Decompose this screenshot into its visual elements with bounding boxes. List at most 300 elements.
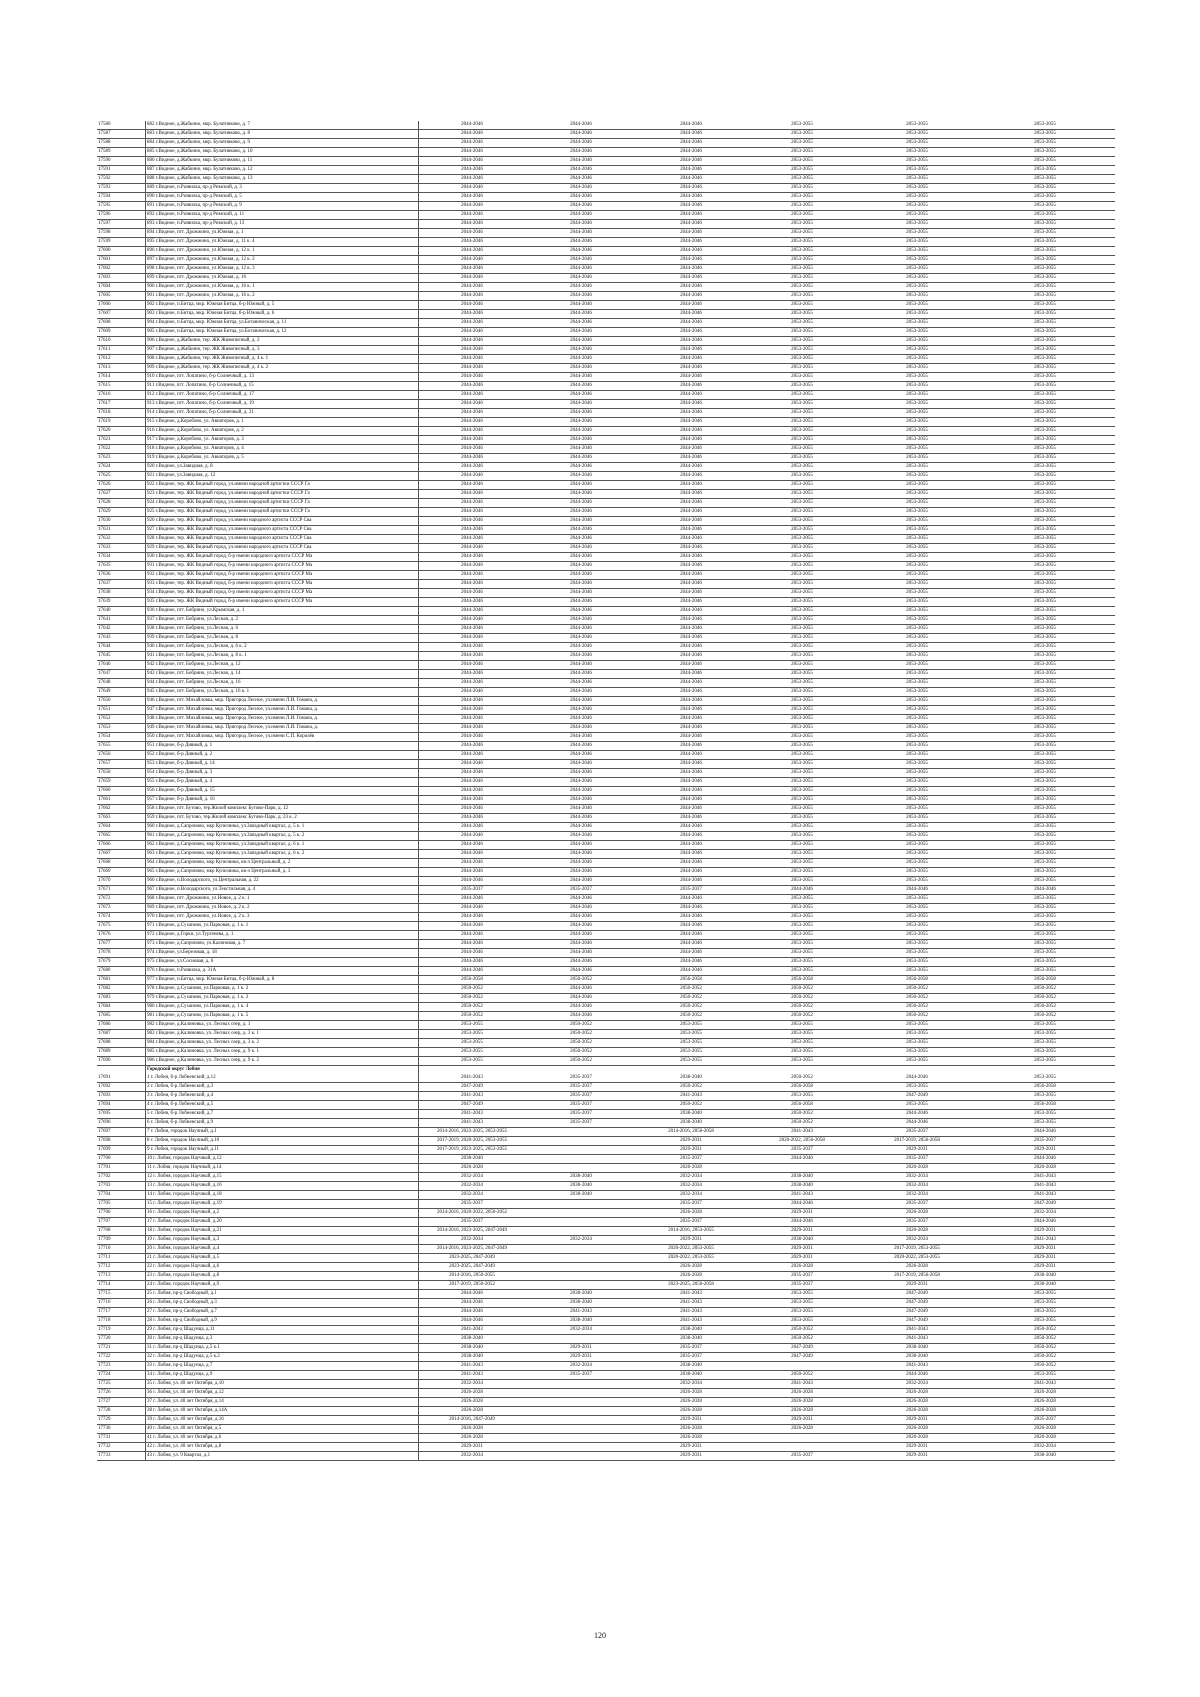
- period-cell-6: 2053-2055: [975, 265, 1115, 274]
- period-cell-3: 2026-2028: [637, 1272, 745, 1281]
- period-cell-2: 2038-2040: [525, 1182, 637, 1191]
- period-cell-5: 2053-2055: [859, 220, 975, 229]
- address-cell: 914 г.Видное, пгт. Лопатино, б-р Солнечный, д. 21: [146, 409, 419, 418]
- period-cell-4: 2053-2055: [745, 1039, 859, 1048]
- period-cell-6: 2026-2028: [975, 1407, 1115, 1416]
- period-cell-5: 2053-2055: [859, 652, 975, 661]
- period-cell-3: 2044-2046: [637, 265, 745, 274]
- row-id-cell: 17615: [97, 382, 146, 391]
- table-row: [97, 1254, 1115, 1263]
- period-cell-4: 2053-2055: [745, 490, 859, 499]
- period-cell-3: 2035-2037: [637, 1155, 745, 1164]
- period-cell-1: 2044-2046: [419, 733, 526, 742]
- row-id-cell: 17697: [97, 1128, 146, 1137]
- period-cell-6: 2050-2052: [975, 1012, 1115, 1021]
- address-cell: 945 г.Видное, пгт. Бобрино, ул.Лесная, д. 16 к. 1: [146, 688, 419, 697]
- table-row: [97, 697, 1115, 706]
- period-cell-1: 2044-2046: [419, 913, 526, 922]
- period-cell-2: 2050-2052: [525, 1057, 637, 1066]
- table-row: [97, 580, 1115, 589]
- address-cell: 918 г.Видное, д.Коробово, ул. Авиаторов, д. 4: [146, 445, 419, 454]
- period-cell-4: 2053-2055: [745, 301, 859, 310]
- period-cell-6: 2053-2055: [975, 1074, 1115, 1083]
- period-cell-3: 2029-2031: [637, 1236, 745, 1245]
- period-cell-4: 2053-2055: [745, 652, 859, 661]
- period-cell-6: 2053-2055: [975, 760, 1115, 769]
- period-cell-1: [419, 1066, 526, 1075]
- period-cell-3: 2044-2046: [637, 895, 745, 904]
- table-row: [97, 895, 1115, 904]
- period-cell-5: 2053-2055: [859, 301, 975, 310]
- table-row: [97, 967, 1115, 976]
- period-cell-4: 2053-2055: [745, 526, 859, 535]
- table-row: [97, 886, 1115, 895]
- period-cell-4: 2041-2043: [745, 1380, 859, 1389]
- row-id-cell: 17703: [97, 1182, 146, 1191]
- address-cell: 21 г. Лобня, городок Научный, д.5: [146, 1254, 419, 1263]
- address-cell: 882 г.Видное, д.Жабкино, мкр. Булатниково, д. 7: [146, 121, 419, 130]
- address-cell: 28 г. Лобня, пр-д Свободный, д.9: [146, 1317, 419, 1326]
- period-cell-4: 2053-2055: [745, 1057, 859, 1066]
- period-cell-5: 2053-2055: [859, 814, 975, 823]
- period-cell-4: 2053-2055: [745, 355, 859, 364]
- period-cell-6: 2053-2055: [975, 193, 1115, 202]
- period-cell-1: 2044-2046: [419, 823, 526, 832]
- period-cell-3: 2044-2046: [637, 139, 745, 148]
- period-cell-2: 2044-2046: [525, 823, 637, 832]
- period-cell-1: 2023-2025, 2047-2049: [419, 1254, 526, 1263]
- period-cell-1: 2053-2055: [419, 1057, 526, 1066]
- period-cell-3: 2044-2046: [637, 787, 745, 796]
- row-id-cell: 17668: [97, 859, 146, 868]
- period-cell-2: 2032-2034: [525, 1362, 637, 1371]
- period-cell-4: 2050-2052: [745, 1003, 859, 1012]
- period-cell-1: 2044-2046: [419, 418, 526, 427]
- period-cell-2: 2044-2046: [525, 517, 637, 526]
- period-cell-2: 2038-2040: [525, 1317, 637, 1326]
- period-cell-4: 2041-2043: [745, 1128, 859, 1137]
- period-cell-4: 2053-2055: [745, 499, 859, 508]
- period-cell-3: 2053-2055: [637, 1030, 745, 1039]
- period-cell-2: 2044-2046: [525, 904, 637, 913]
- period-cell-1: 2044-2046: [419, 724, 526, 733]
- address-cell: 983 г.Видное, д.Калиновка, ул. Лесных озер, д. 3 к. 1: [146, 1030, 419, 1039]
- period-cell-2: 2044-2046: [525, 499, 637, 508]
- table-row: [97, 1398, 1115, 1407]
- period-cell-2: 2044-2046: [525, 616, 637, 625]
- period-cell-2: 2044-2046: [525, 508, 637, 517]
- period-cell-5: 2050-2052: [859, 985, 975, 994]
- row-id-cell: 17601: [97, 256, 146, 265]
- row-id-cell: 17651: [97, 706, 146, 715]
- address-cell: 891 г.Видное, п.Развилка, пр-д Римский, д. 9: [146, 202, 419, 211]
- row-id-cell: 17592: [97, 175, 146, 184]
- row-id-cell: 17644: [97, 643, 146, 652]
- address-cell: 904 г.Видное, п.Битца, мкр. Южная Битца, ул.Ботаническая, д. 11: [146, 319, 419, 328]
- period-cell-1: 2044-2046: [419, 382, 526, 391]
- period-cell-1: 2044-2046: [419, 607, 526, 616]
- period-cell-4: 2053-2055: [745, 283, 859, 292]
- period-cell-2: [525, 1398, 637, 1407]
- row-id-cell: 17730: [97, 1425, 146, 1434]
- period-cell-2: 2044-2046: [525, 562, 637, 571]
- period-cell-4: 2035-2037: [745, 1146, 859, 1155]
- period-cell-1: 2044-2046: [419, 238, 526, 247]
- period-cell-2: 2044-2046: [525, 940, 637, 949]
- period-cell-6: 2053-2055: [975, 1039, 1115, 1048]
- table-row: [97, 760, 1115, 769]
- period-cell-3: 2029-2031: [637, 1443, 745, 1452]
- period-cell-4: 2053-2055: [745, 967, 859, 976]
- period-cell-2: 2044-2046: [525, 922, 637, 931]
- row-id-cell: 17659: [97, 778, 146, 787]
- period-cell-6: 2029-2031: [975, 1245, 1115, 1254]
- row-id-cell: 17699: [97, 1146, 146, 1155]
- period-cell-5: 2053-2055: [859, 346, 975, 355]
- table-row: [97, 1048, 1115, 1057]
- row-id-cell: 17647: [97, 670, 146, 679]
- period-cell-3: 2044-2046: [637, 850, 745, 859]
- address-cell: 981 г.Видное, д.Суханово, ул.Парковая, д. 1 к. 5: [146, 1012, 419, 1021]
- period-cell-3: 2044-2046: [637, 319, 745, 328]
- period-cell-3: 2050-2052: [637, 1083, 745, 1092]
- table-row: [97, 328, 1115, 337]
- period-cell-4: 2053-2055: [745, 787, 859, 796]
- period-cell-4: 2053-2055: [745, 337, 859, 346]
- period-cell-3: 2014-2016, 2053-2055: [637, 1227, 745, 1236]
- period-cell-3: 2053-2055: [637, 1021, 745, 1030]
- period-cell-4: 2053-2055: [745, 1092, 859, 1101]
- address-cell: 27 г. Лобня, пр-д Свободный, д.7: [146, 1308, 419, 1317]
- row-id-cell: 17667: [97, 850, 146, 859]
- period-cell-3: 2044-2046: [637, 526, 745, 535]
- period-cell-6: 2053-2055: [975, 535, 1115, 544]
- period-cell-2: [525, 1137, 637, 1146]
- period-cell-5: 2053-2055: [859, 472, 975, 481]
- period-cell-3: 2053-2055: [637, 1039, 745, 1048]
- period-cell-4: 2020-2022, 2056-2058: [745, 1137, 859, 1146]
- period-cell-3: 2044-2046: [637, 355, 745, 364]
- period-cell-1: 2044-2046: [419, 850, 526, 859]
- table-row: [97, 805, 1115, 814]
- period-cell-4: 2050-2052: [745, 1110, 859, 1119]
- period-cell-2: 2044-2046: [525, 724, 637, 733]
- row-id-cell: 17637: [97, 580, 146, 589]
- address-cell: 937 г.Видное, пгт. Бобрино, ул.Лесная, д. 2: [146, 616, 419, 625]
- row-id-cell: 17641: [97, 616, 146, 625]
- table-row: [97, 841, 1115, 850]
- period-cell-1: 2044-2046: [419, 283, 526, 292]
- address-cell: 929 г.Видное, тер. ЖК Видный город, ул.имени народного артиста СССР Сва: [146, 544, 419, 553]
- address-cell: 943 г.Видное, пгт. Бобрино, ул.Лесная, д. 14: [146, 670, 419, 679]
- address-cell: Городской округ Лобня: [146, 1066, 419, 1075]
- period-cell-3: 2035-2037: [637, 1344, 745, 1353]
- row-id-cell: 17702: [97, 1173, 146, 1182]
- period-cell-1: 2014-2016, 2023-2025, 2047-2049: [419, 1245, 526, 1254]
- period-cell-4: 2053-2055: [745, 364, 859, 373]
- row-id-cell: 17611: [97, 346, 146, 355]
- period-cell-1: 2026-2028: [419, 1164, 526, 1173]
- table-row: [97, 229, 1115, 238]
- period-cell-2: [525, 1452, 637, 1461]
- table-row: [97, 193, 1115, 202]
- period-cell-4: 2053-2055: [745, 751, 859, 760]
- period-cell-5: 2053-2055: [859, 895, 975, 904]
- period-cell-3: 2044-2046: [637, 229, 745, 238]
- period-cell-4: 2053-2055: [745, 1317, 859, 1326]
- period-cell-5: 2053-2055: [859, 940, 975, 949]
- table-row: [97, 994, 1115, 1003]
- table-row: [97, 319, 1115, 328]
- period-cell-2: [525, 1155, 637, 1164]
- period-cell-3: 2044-2046: [637, 346, 745, 355]
- period-cell-1: 2044-2046: [419, 490, 526, 499]
- period-cell-2: 2044-2046: [525, 1003, 637, 1012]
- period-cell-6: 2053-2055: [975, 1308, 1115, 1317]
- table-row: [97, 661, 1115, 670]
- period-cell-2: 2044-2046: [525, 832, 637, 841]
- address-cell: 911 г.Видное, пгт. Лопатино, б-р Солнечный, д. 15: [146, 382, 419, 391]
- period-cell-4: 2053-2055: [745, 706, 859, 715]
- row-id-cell: 17665: [97, 832, 146, 841]
- period-cell-4: 2053-2055: [745, 238, 859, 247]
- row-id-cell: 17701: [97, 1164, 146, 1173]
- period-cell-4: 2029-2031: [745, 1416, 859, 1425]
- row-id-cell: 17673: [97, 904, 146, 913]
- period-cell-2: 2044-2046: [525, 706, 637, 715]
- period-cell-3: 2044-2046: [637, 121, 745, 130]
- address-cell: 34 г. Лобня, пр-д Шадунца, д.9: [146, 1371, 419, 1380]
- period-cell-5: 2053-2055: [859, 868, 975, 877]
- period-cell-4: 2053-2055: [745, 409, 859, 418]
- period-cell-6: 2053-2055: [975, 1048, 1115, 1057]
- period-cell-3: 2041-2043: [637, 1092, 745, 1101]
- period-cell-5: 2053-2055: [859, 517, 975, 526]
- period-cell-6: 2029-2031: [975, 1227, 1115, 1236]
- period-cell-6: 2053-2055: [975, 742, 1115, 751]
- row-id-cell: 17727: [97, 1398, 146, 1407]
- address-cell: 970 г.Видное, пгт. Дрожжино, ул.Новое, д. 2 к. 3: [146, 913, 419, 922]
- table-row: [97, 391, 1115, 400]
- row-id-cell: 17614: [97, 373, 146, 382]
- period-cell-6: 2053-2055: [975, 562, 1115, 571]
- row-id-cell: 17631: [97, 526, 146, 535]
- period-cell-3: 2044-2046: [637, 625, 745, 634]
- period-cell-3: 2044-2046: [637, 409, 745, 418]
- period-cell-5: 2053-2055: [859, 211, 975, 220]
- period-cell-5: 2053-2055: [859, 1021, 975, 1030]
- period-cell-1: 2044-2046: [419, 328, 526, 337]
- period-cell-5: 2053-2055: [859, 553, 975, 562]
- row-id-cell: 17605: [97, 292, 146, 301]
- period-cell-5: 2053-2055: [859, 121, 975, 130]
- period-cell-1: 2026-2028: [419, 1389, 526, 1398]
- period-cell-1: 2041-2043: [419, 1371, 526, 1380]
- period-cell-5: 2053-2055: [859, 202, 975, 211]
- period-cell-1: 2044-2046: [419, 688, 526, 697]
- table-row: [97, 1443, 1115, 1452]
- row-id-cell: 17707: [97, 1218, 146, 1227]
- row-id-cell: 17607: [97, 310, 146, 319]
- address-cell: 971 г.Видное, д.Суханово, ул.Парковая, д. 1 к. 1: [146, 922, 419, 931]
- period-cell-5: 2053-2055: [859, 580, 975, 589]
- period-cell-5: 2053-2055: [859, 850, 975, 859]
- period-cell-3: 2026-2028: [637, 1209, 745, 1218]
- period-cell-4: 2053-2055: [745, 796, 859, 805]
- period-cell-1: 2056-2058: [419, 976, 526, 985]
- row-id-cell: 17621: [97, 436, 146, 445]
- period-cell-2: 2044-2046: [525, 994, 637, 1003]
- period-cell-1: 2044-2046: [419, 661, 526, 670]
- period-cell-2: 2044-2046: [525, 715, 637, 724]
- period-cell-5: 2053-2055: [859, 715, 975, 724]
- period-cell-2: 2035-2037: [525, 1092, 637, 1101]
- period-cell-2: 2044-2046: [525, 337, 637, 346]
- period-cell-5: 2050-2052: [859, 1012, 975, 1021]
- period-cell-2: 2044-2046: [525, 445, 637, 454]
- period-cell-4: 2053-2055: [745, 580, 859, 589]
- period-cell-2: 2044-2046: [525, 679, 637, 688]
- address-cell: 25 г. Лобня, пр-д Свободный, д.1: [146, 1290, 419, 1299]
- row-id-cell: 17632: [97, 535, 146, 544]
- address-cell: 963 г.Видное, д.Сапроново, мкр Купелинка, ул.Западный квартал, д. 6 к. 2: [146, 850, 419, 859]
- period-cell-4: 2053-2055: [745, 922, 859, 931]
- period-cell-4: 2053-2055: [745, 742, 859, 751]
- period-cell-3: 2050-2052: [637, 985, 745, 994]
- period-cell-2: 2044-2046: [525, 742, 637, 751]
- period-cell-2: 2038-2040: [525, 1173, 637, 1182]
- period-cell-2: 2044-2046: [525, 634, 637, 643]
- table-row: [97, 904, 1115, 913]
- period-cell-6: 2053-2055: [975, 796, 1115, 805]
- period-cell-6: 2053-2055: [975, 877, 1115, 886]
- table-row: [97, 1021, 1115, 1030]
- period-cell-5: 2038-2040: [859, 1353, 975, 1362]
- period-cell-6: 2053-2055: [975, 436, 1115, 445]
- period-cell-2: 2044-2046: [525, 967, 637, 976]
- period-cell-6: 2053-2055: [975, 616, 1115, 625]
- period-cell-1: 2032-2034: [419, 1380, 526, 1389]
- table-row: [97, 283, 1115, 292]
- period-cell-6: 2026-2028: [975, 1398, 1115, 1407]
- table-row: [97, 1003, 1115, 1012]
- table-row: [97, 877, 1115, 886]
- period-cell-2: 2044-2046: [525, 796, 637, 805]
- row-id-cell: 17642: [97, 625, 146, 634]
- period-cell-1: 2023-2025, 2047-2049: [419, 1263, 526, 1272]
- period-cell-6: 2053-2055: [975, 751, 1115, 760]
- period-cell-4: 2053-2055: [745, 157, 859, 166]
- row-id-cell: 17682: [97, 985, 146, 994]
- row-id-cell: 17683: [97, 994, 146, 1003]
- period-cell-5: 2053-2055: [859, 778, 975, 787]
- period-cell-1: 2044-2046: [419, 364, 526, 373]
- period-cell-1: 2044-2046: [419, 760, 526, 769]
- period-cell-1: 2044-2046: [419, 121, 526, 130]
- period-cell-2: [525, 1146, 637, 1155]
- period-cell-4: 2038-2040: [745, 1173, 859, 1182]
- period-cell-3: 2044-2046: [637, 580, 745, 589]
- period-cell-3: 2044-2046: [637, 778, 745, 787]
- table-row: [97, 859, 1115, 868]
- table-row: [97, 1299, 1115, 1308]
- table-row: [97, 499, 1115, 508]
- period-cell-2: 2044-2046: [525, 391, 637, 400]
- period-cell-5: 2053-2055: [859, 490, 975, 499]
- period-cell-6: 2053-2055: [975, 589, 1115, 598]
- period-cell-4: 2050-2052: [745, 1119, 859, 1128]
- table-row: [97, 985, 1115, 994]
- row-id-cell: 17626: [97, 481, 146, 490]
- period-cell-3: 2044-2046: [637, 184, 745, 193]
- period-cell-4: 2050-2052: [745, 994, 859, 1003]
- period-cell-5: 2053-2055: [859, 1083, 975, 1092]
- period-cell-5: 2053-2055: [859, 949, 975, 958]
- period-cell-2: 2044-2046: [525, 877, 637, 886]
- address-cell: 953 г.Видное, б-р Дивный, д. 14: [146, 760, 419, 769]
- period-cell-5: 2053-2055: [859, 310, 975, 319]
- table-row: [97, 1092, 1115, 1101]
- period-cell-4: 2026-2028: [745, 1398, 859, 1407]
- period-cell-3: 2044-2046: [637, 562, 745, 571]
- period-cell-4: 2050-2052: [745, 985, 859, 994]
- period-cell-6: 2053-2055: [975, 202, 1115, 211]
- table-row: [97, 1407, 1115, 1416]
- period-cell-1: 2038-2040: [419, 1353, 526, 1362]
- period-cell-4: 2053-2055: [745, 544, 859, 553]
- period-cell-1: 2044-2046: [419, 571, 526, 580]
- period-cell-2: [525, 1218, 637, 1227]
- period-cell-2: 2044-2046: [525, 166, 637, 175]
- table-row: [97, 1326, 1115, 1335]
- period-cell-1: 2044-2046: [419, 553, 526, 562]
- period-cell-6: 2026-2028: [975, 1425, 1115, 1434]
- period-cell-3: 2044-2046: [637, 670, 745, 679]
- period-cell-4: 2053-2055: [745, 310, 859, 319]
- table-row: [97, 1425, 1115, 1434]
- period-cell-5: 2053-2055: [859, 1057, 975, 1066]
- period-cell-1: 2026-2028: [419, 1407, 526, 1416]
- address-cell: 944 г.Видное, пгт. Бобрино, ул.Лесная, д. 16: [146, 679, 419, 688]
- period-cell-1: 2029-2031: [419, 1443, 526, 1452]
- period-cell-2: [525, 1335, 637, 1344]
- period-cell-2: 2032-2034: [525, 1326, 637, 1335]
- address-cell: 924 г.Видное, тер. ЖК Видный город, ул.имени народной артистки СССР Га: [146, 499, 419, 508]
- period-cell-4: 2053-2055: [745, 229, 859, 238]
- address-cell: 15 г. Лобня, городок Научный, д.19: [146, 1200, 419, 1209]
- row-id-cell: 17617: [97, 400, 146, 409]
- period-cell-3: 2044-2046: [637, 715, 745, 724]
- period-cell-3: 2044-2046: [637, 652, 745, 661]
- period-cell-5: 2053-2055: [859, 319, 975, 328]
- address-cell: 13 г. Лобня, городок Научный, д.16: [146, 1182, 419, 1191]
- table-row: [97, 607, 1115, 616]
- period-cell-3: 2050-2052: [637, 1012, 745, 1021]
- row-id-cell: 17666: [97, 841, 146, 850]
- table-row: [97, 274, 1115, 283]
- period-cell-2: 2044-2046: [525, 148, 637, 157]
- address-cell: 975 г.Видное, ул.Сосновая, д. 6: [146, 958, 419, 967]
- period-cell-2: 2044-2046: [525, 139, 637, 148]
- period-cell-6: 2053-2055: [975, 274, 1115, 283]
- address-cell: 905 г.Видное, п.Битца, мкр. Южная Битца, ул.Ботаническая, д. 12: [146, 328, 419, 337]
- address-cell: 887 г.Видное, д.Жабкино, мкр. Булатниково, д. 12: [146, 166, 419, 175]
- period-cell-1: 2044-2046: [419, 814, 526, 823]
- table-row: [97, 823, 1115, 832]
- period-cell-2: [525, 1066, 637, 1075]
- period-cell-2: 2035-2037: [525, 886, 637, 895]
- period-cell-4: 2053-2055: [745, 175, 859, 184]
